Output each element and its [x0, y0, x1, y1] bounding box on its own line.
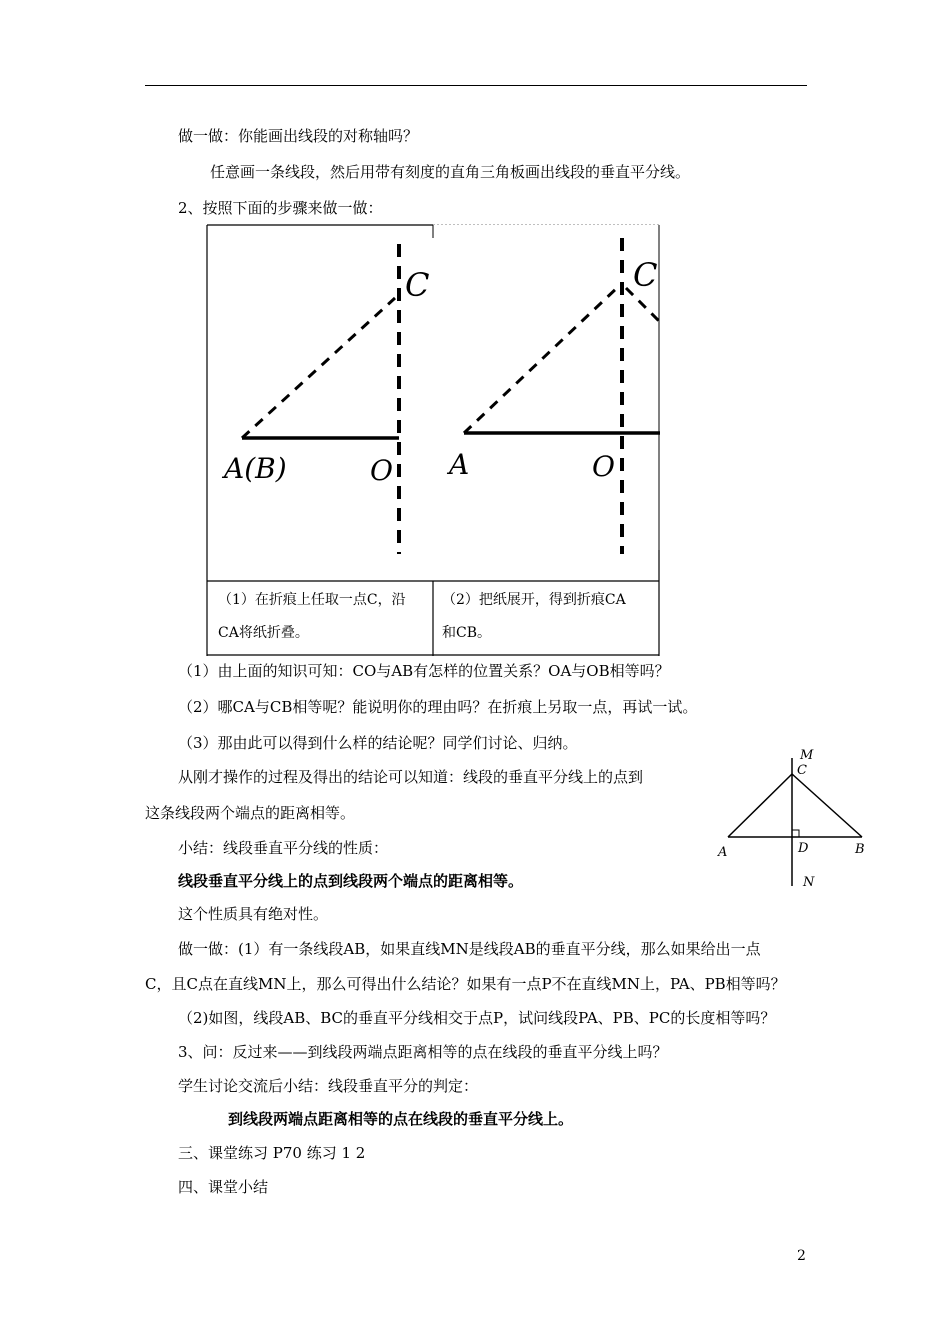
- left-label-c: C: [405, 266, 430, 304]
- label-m: M: [800, 748, 814, 763]
- page-number: 2: [797, 1248, 806, 1264]
- triangle-figure: [712, 746, 882, 891]
- practice-line: 三、课堂练习 P70 练习 1 2: [178, 1144, 366, 1162]
- paragraph-1a: 从刚才操作的过程及得出的结论可以知道：线段的垂直平分线上的点到: [178, 768, 644, 786]
- segment-ca: [728, 774, 792, 837]
- label-n: N: [803, 875, 815, 890]
- summary-1: 小结：线段垂直平分线的性质：: [178, 839, 389, 857]
- left-label-o: O: [370, 454, 393, 487]
- segment-cb: [792, 774, 862, 837]
- text-line-1: 做一做：你能画出线段的对称轴吗？: [178, 127, 419, 145]
- right-crease-ca: [464, 286, 619, 433]
- text-line-3: 2、按照下面的步骤来做一做：: [178, 199, 383, 217]
- left-label-ab: A(B): [224, 452, 287, 485]
- question-3: （3）那由此可以得到什么样的结论呢？同学们讨论、归纳。: [178, 734, 578, 752]
- bold-statement-1: 线段垂直平分线上的点到线段两个端点的距离相等。: [178, 872, 524, 890]
- question-1: （1）由上面的知识可知：CO与AB有怎样的位置关系？OA与OB相等吗？: [178, 662, 670, 680]
- exercise-1a: 做一做：(1）有一条线段AB，如果直线MN是线段AB的垂直平分线，那么如果给出一点: [178, 940, 761, 958]
- question-4: 3、问：反过来——到线段两端点距离相等的点在线段的垂直平分线上吗？: [178, 1043, 668, 1061]
- exercise-2: （2)如图，线段AB、BC的垂直平分线相交于点P，试问线段PA、PB、PC的长度相等吗？: [178, 1009, 776, 1027]
- paragraph-1b: 这条线段两个端点的距离相等。: [145, 804, 356, 822]
- label-c: C: [797, 763, 807, 778]
- left-caption-1: （1）在折痕上任取一点C，沿: [218, 592, 406, 608]
- exercise-1b: C，且C点在直线MN上，那么可得出什么结论？如果有一点P不在直线MN上，PA、PB相等吗？: [145, 975, 786, 993]
- review-line: 四、课堂小结: [178, 1178, 269, 1196]
- right-label-c: C: [633, 256, 658, 294]
- right-caption-1: （2）把纸展开，得到折痕CA: [442, 592, 626, 608]
- summary-2: 学生讨论交流后小结：线段垂直平分的判定：: [178, 1077, 479, 1095]
- label-b: B: [855, 842, 865, 857]
- folding-figure: [206, 224, 660, 656]
- right-angle-mark: [792, 830, 799, 837]
- label-a: A: [718, 845, 728, 860]
- right-caption-2: 和CB。: [442, 625, 491, 641]
- left-dashed-ca: [242, 298, 395, 438]
- header-rule: [145, 85, 807, 86]
- right-label-a: A: [449, 448, 470, 481]
- text-line-2: 任意画一条线段，然后用带有刻度的直角三角板画出线段的垂直平分线。: [210, 163, 691, 181]
- right-label-o: O: [592, 450, 615, 483]
- label-d: D: [798, 841, 809, 856]
- question-2: （2）哪CA与CB相等呢？能说明你的理由吗？在折痕上另取一点，再试一试。: [178, 698, 698, 716]
- absolute-note: 这个性质具有绝对性。: [178, 905, 329, 923]
- bold-statement-2: 到线段两端点距离相等的点在线段的垂直平分线上。: [228, 1110, 574, 1128]
- left-caption-2: CA将纸折叠。: [218, 625, 309, 641]
